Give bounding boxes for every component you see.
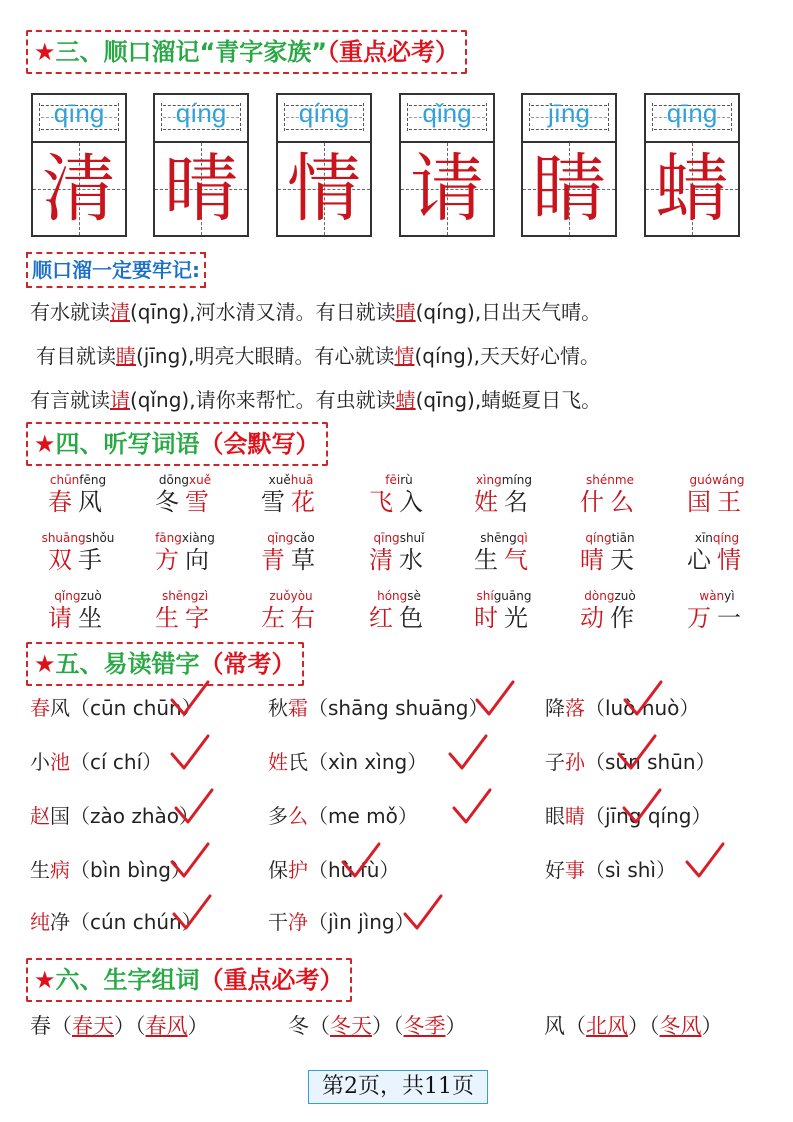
highlight-char: 情 (394, 344, 415, 368)
section3-title: 三、顺口溜记“青字家族” (55, 38, 328, 66)
word-char: 作 (610, 604, 640, 632)
pinyin-syllable: rù (400, 473, 413, 487)
word-char: 天 (610, 546, 640, 574)
page-number: 第2页，共11页 (308, 1070, 488, 1104)
pinyin-syllable: míng (501, 473, 532, 487)
checkmark-icon (615, 732, 659, 772)
section4-title: 四、听写词语 (55, 430, 200, 458)
pinyin-syllable: qīng (267, 531, 294, 545)
word-pinyin (565, 530, 655, 546)
word-pinyin (246, 530, 336, 546)
word-char: 霜 (288, 696, 308, 720)
word-char: 水 (399, 546, 429, 574)
word-pinyin (33, 472, 123, 488)
mistake-item (268, 692, 488, 721)
word-char: 睛 (565, 804, 585, 828)
tile-pinyin: qīng (666, 98, 718, 128)
word-char: 飞 (369, 488, 399, 516)
word-char: 气 (504, 546, 534, 574)
word-char: 心 (687, 546, 717, 574)
word-char: 净 (288, 910, 308, 934)
pinyin-syllable: xuě (189, 473, 212, 487)
rhyme-text: (jīng),明亮大眼睛。有心就读 (136, 344, 395, 368)
pinyin-syllable: qīng (373, 531, 400, 545)
tile-pinyin: qīng (53, 98, 105, 128)
group-char: 冬 (288, 1014, 309, 1038)
pinyin-syllable: chūn (49, 473, 80, 487)
word-pinyin (246, 472, 336, 488)
rhyme-line (36, 340, 600, 369)
tile-character: 情 (287, 146, 361, 232)
word-char: 晴 (580, 546, 610, 574)
mistake-item (30, 854, 191, 883)
dictation-word (246, 530, 336, 574)
char-tile (399, 93, 495, 237)
word-characters (565, 546, 655, 574)
highlight-char: 睛 (116, 344, 136, 368)
pinyin-syllable: yì (724, 589, 735, 603)
word-pinyin (140, 472, 230, 488)
word-pinyin (672, 588, 762, 604)
highlight-char: 清 (110, 300, 130, 324)
checkmark-icon (620, 786, 664, 826)
guide-line (163, 129, 239, 130)
word-characters (459, 604, 549, 632)
word-char: 春 (30, 696, 50, 720)
pinyin-syllable: xiàng (181, 531, 215, 545)
group-answer: 北风 (586, 1014, 628, 1038)
word-char: 氏 (288, 750, 308, 774)
group-answer: 冬风 (659, 1014, 702, 1038)
pinyin-syllable: hóng (377, 589, 408, 603)
checkmark-icon (168, 678, 212, 718)
rhyme-subhead: 顺口溜一定要牢记: (26, 252, 206, 288)
word-pinyin (33, 530, 123, 546)
pronunciation-options: （shāng shuāng） (308, 696, 489, 720)
char-tile (276, 93, 372, 237)
word-pinyin (33, 588, 123, 604)
pronunciation-options: （jīng qíng） (585, 804, 712, 828)
word-char: 雪 (185, 488, 215, 516)
pinyin-box (155, 95, 247, 143)
word-group: 风（北风）（冬风） (544, 1014, 723, 1038)
word-char: 风 (50, 696, 70, 720)
group-answer: 冬季 (403, 1014, 446, 1038)
dictation-word (672, 530, 762, 574)
pinyin-syllable: zuǒ (269, 589, 291, 603)
pinyin-syllable: qǐng (54, 589, 81, 603)
dictation-word (459, 472, 549, 516)
word-characters (33, 546, 123, 574)
dictation-word (246, 472, 336, 516)
pinyin-syllable: xīn (694, 531, 713, 545)
group-char: 风 (544, 1014, 565, 1038)
dictation-word (33, 588, 123, 632)
word-char: 国 (687, 488, 717, 516)
word-char: 保 (268, 858, 288, 882)
pinyin-box (646, 95, 738, 143)
section4-header (26, 422, 328, 466)
word-characters (140, 546, 230, 574)
guide-line (654, 129, 730, 130)
mistake-item (268, 906, 415, 935)
star-icon: ★ (34, 38, 56, 66)
guide-line (409, 129, 485, 130)
rhyme-line (30, 384, 601, 413)
word-char: 病 (50, 858, 70, 882)
word-char: 色 (399, 604, 429, 632)
rhyme-text: (qíng),日出天气晴。 (415, 300, 602, 324)
pinyin-syllable: dòng (584, 589, 615, 603)
word-char: 什 (580, 488, 610, 516)
word-characters (246, 604, 336, 632)
pinyin-syllable: zì (198, 589, 209, 603)
word-characters (565, 488, 655, 516)
word-characters (354, 488, 444, 516)
section5-header (26, 642, 304, 686)
word-characters (246, 546, 336, 574)
word-char: 好 (545, 858, 565, 882)
pinyin-syllable: qì (516, 531, 528, 545)
word-characters (246, 488, 336, 516)
pinyin-syllable: fēi (385, 473, 401, 487)
pinyin-syllable: zuò (614, 589, 636, 603)
pinyin-syllable: zuò (80, 589, 102, 603)
checkmark-icon (170, 892, 214, 932)
word-char: 事 (565, 858, 585, 882)
pinyin-syllable: fēng (79, 473, 107, 487)
word-char: 万 (687, 604, 717, 632)
tile-character: 清 (42, 146, 116, 232)
dictation-word (354, 530, 444, 574)
word-pinyin (246, 588, 336, 604)
word-char: 坐 (78, 604, 108, 632)
dictation-word (354, 472, 444, 516)
char-tile (521, 93, 617, 237)
rhyme-text: 有水就读 (30, 300, 110, 324)
section3-header (26, 30, 467, 74)
dictation-word (565, 588, 655, 632)
checkmark-icon (683, 840, 727, 880)
pinyin-syllable: guó (689, 473, 713, 487)
word-char: 秋 (268, 696, 288, 720)
pinyin-syllable: yòu (290, 589, 313, 603)
word-characters (565, 604, 655, 632)
word-char: 干 (268, 910, 288, 934)
section5-title: 五、易读错字 (55, 650, 200, 678)
word-characters (354, 604, 444, 632)
pinyin-syllable: qíng (712, 531, 740, 545)
tile-character: 蜻 (655, 146, 729, 232)
word-char: 姓 (268, 750, 288, 774)
word-char: 情 (717, 546, 747, 574)
pinyin-syllable: shēng (480, 531, 517, 545)
dictation-word (459, 588, 549, 632)
pinyin-box (401, 95, 493, 143)
tile-pinyin: qíng (175, 98, 227, 128)
dictation-word (672, 588, 762, 632)
tile-character: 晴 (164, 146, 238, 232)
group-answer: 冬天 (330, 1014, 372, 1038)
word-group: 冬（冬天）（冬季） (288, 1014, 467, 1038)
pinyin-syllable: cǎo (293, 531, 315, 545)
word-char: 向 (185, 546, 215, 574)
word-char: 字 (185, 604, 215, 632)
word-char: 净 (50, 910, 70, 934)
word-char: 名 (504, 488, 534, 516)
guide-line (531, 129, 607, 130)
char-tile (153, 93, 249, 237)
word-char: 左 (261, 604, 291, 632)
word-char: 姓 (474, 488, 504, 516)
tile-pinyin: qǐng (422, 98, 472, 128)
pinyin-syllable: dōng (158, 473, 190, 487)
word-char: 草 (291, 546, 321, 574)
checkmark-icon (621, 678, 665, 718)
word-pinyin (672, 472, 762, 488)
word-char: 小 (30, 750, 50, 774)
word-pinyin (672, 530, 762, 546)
dictation-word (459, 530, 549, 574)
group-answer: 春风 (145, 1014, 188, 1038)
dictation-word (672, 472, 762, 516)
word-pinyin (140, 588, 230, 604)
pinyin-syllable: shí (476, 589, 494, 603)
pinyin-syllable: shǒu (85, 531, 115, 545)
dictation-word (33, 530, 123, 574)
pronunciation-options: （zào zhào） (70, 804, 200, 828)
pinyin-syllable: tiān (611, 531, 635, 545)
word-char: 双 (48, 546, 78, 574)
word-char: 右 (291, 604, 321, 632)
pinyin-syllable: shuǐ (399, 531, 425, 545)
section5-note: （常考） (199, 650, 296, 678)
word-pinyin (459, 530, 549, 546)
word-characters (33, 488, 123, 516)
section6-header (26, 958, 352, 1002)
pronunciation-options: （cūn chūn） (70, 696, 202, 720)
word-characters (354, 546, 444, 574)
pronunciation-options: （hù fù） (308, 858, 400, 882)
guide-line (41, 129, 117, 130)
pinyin-syllable: qíng (585, 531, 612, 545)
pronunciation-options: （cún chún） (70, 910, 202, 934)
pronunciation-options: （me mǒ） (308, 804, 418, 828)
pinyin-box (523, 95, 615, 143)
mistake-item (30, 746, 162, 775)
pronunciation-options: （sūn shūn） (585, 750, 716, 774)
pinyin-syllable: fāng (155, 531, 182, 545)
pronunciation-options: （xìn xìng） (308, 750, 428, 774)
word-characters (140, 488, 230, 516)
pinyin-syllable: wàn (699, 589, 725, 603)
mistake-item (268, 746, 427, 775)
pinyin-syllable: shuāng (41, 531, 86, 545)
rhyme-line (30, 296, 601, 325)
dictation-word (565, 530, 655, 574)
rhyme-text: 有目就读 (36, 344, 116, 368)
pinyin-syllable: xìng (476, 473, 502, 487)
section6-note: （重点必考） (199, 966, 344, 994)
word-char: 么 (610, 488, 640, 516)
word-char: 国 (50, 804, 70, 828)
word-char: 落 (565, 696, 585, 720)
char-tile (31, 93, 127, 237)
tile-character: 睛 (532, 146, 606, 232)
word-char: 方 (155, 546, 185, 574)
dictation-word (565, 472, 655, 516)
mistake-item (268, 800, 418, 829)
pronunciation-options: （cí chí） (70, 750, 163, 774)
word-char: 多 (268, 804, 288, 828)
section4-note: （会默写） (199, 430, 320, 458)
word-characters (672, 546, 762, 574)
word-pinyin (565, 472, 655, 488)
group-answer: 春天 (72, 1014, 114, 1038)
word-characters (672, 604, 762, 632)
word-pinyin (140, 530, 230, 546)
pinyin-syllable: shēng (161, 589, 199, 603)
dictation-word (354, 588, 444, 632)
word-pinyin (459, 588, 549, 604)
word-char: 雪 (261, 488, 291, 516)
word-char: 王 (717, 488, 747, 516)
checkmark-icon (450, 786, 494, 826)
word-characters (33, 604, 123, 632)
word-char: 花 (291, 488, 321, 516)
word-char: 生 (155, 604, 185, 632)
word-char: 纯 (30, 910, 50, 934)
word-pinyin (565, 588, 655, 604)
checkmark-icon (168, 732, 212, 772)
word-characters (459, 546, 549, 574)
word-characters (672, 488, 762, 516)
pinyin-syllable: huā (290, 473, 314, 487)
checkmark-icon (446, 732, 490, 772)
pinyin-syllable: guāng (493, 589, 532, 603)
word-char: 时 (474, 604, 504, 632)
pinyin-syllable: xuě (268, 473, 291, 487)
rhyme-text: (qǐng),请你来帮忙。有虫就读 (130, 388, 396, 412)
word-group: 春（春天）（春风） (30, 1014, 209, 1038)
mistake-item (545, 854, 676, 883)
star-icon: ★ (34, 650, 56, 678)
word-char: 光 (504, 604, 534, 632)
highlight-char: 请 (110, 388, 130, 412)
star-icon: ★ (34, 966, 56, 994)
rhyme-text: 有言就读 (30, 388, 110, 412)
pronunciation-options: （sì shì） (585, 858, 676, 882)
dictation-word (140, 588, 230, 632)
checkmark-icon (168, 840, 212, 880)
star-icon: ★ (34, 430, 56, 458)
word-char: 一 (717, 604, 747, 632)
word-pinyin (354, 588, 444, 604)
word-char: 生 (30, 858, 50, 882)
word-char: 手 (78, 546, 108, 574)
tile-pinyin: jīng (548, 98, 590, 128)
dictation-word (246, 588, 336, 632)
checkmark-icon (339, 840, 383, 880)
checkmark-icon (473, 678, 517, 718)
section3-note: （重点必考） (327, 38, 460, 66)
dictation-word (140, 530, 230, 574)
pronunciation-options: （jìn jìng） (308, 910, 415, 934)
pinyin-syllable: me (614, 473, 634, 487)
rhyme-text: (qíng),天天好心情。 (414, 344, 601, 368)
pronunciation-options: （luò nuò） (585, 696, 700, 720)
pronunciation-options: （bìn bìng） (70, 858, 191, 882)
checkmark-icon (401, 892, 445, 932)
dictation-word (140, 472, 230, 516)
word-char: 孙 (565, 750, 585, 774)
rhyme-text: (qīng),蜻蜓夏日飞。 (415, 388, 602, 412)
word-char: 红 (369, 604, 399, 632)
pinyin-box (33, 95, 125, 143)
tile-pinyin: qíng (298, 98, 350, 128)
rhyme-text: (qīng),河水清又清。有日就读 (130, 300, 396, 324)
word-pinyin (354, 472, 444, 488)
group-char: 春 (30, 1014, 51, 1038)
section6-title: 六、生字组词 (55, 966, 200, 994)
pinyin-syllable: shén (586, 473, 615, 487)
word-char: 请 (48, 604, 78, 632)
word-char: 降 (545, 696, 565, 720)
word-char: 么 (288, 804, 308, 828)
word-char: 护 (288, 858, 308, 882)
word-char: 子 (545, 750, 565, 774)
word-char: 风 (78, 488, 108, 516)
checkmark-icon (172, 786, 216, 826)
word-char: 眼 (545, 804, 565, 828)
word-char: 清 (369, 546, 399, 574)
tile-character: 请 (410, 146, 484, 232)
word-characters (459, 488, 549, 516)
word-char: 池 (50, 750, 70, 774)
word-pinyin (354, 530, 444, 546)
highlight-char: 蜻 (395, 388, 416, 412)
word-characters (140, 604, 230, 632)
guide-line (286, 129, 362, 130)
pinyin-syllable: wáng (712, 473, 745, 487)
highlight-char: 晴 (395, 300, 416, 324)
dictation-word (33, 472, 123, 516)
word-pinyin (459, 472, 549, 488)
word-char: 生 (474, 546, 504, 574)
word-char: 冬 (155, 488, 185, 516)
word-char: 春 (48, 488, 78, 516)
pinyin-box (278, 95, 370, 143)
word-char: 入 (399, 488, 429, 516)
char-tile (644, 93, 740, 237)
word-char: 动 (580, 604, 610, 632)
word-char: 青 (261, 546, 291, 574)
pinyin-syllable: sè (407, 589, 421, 603)
word-char: 赵 (30, 804, 50, 828)
